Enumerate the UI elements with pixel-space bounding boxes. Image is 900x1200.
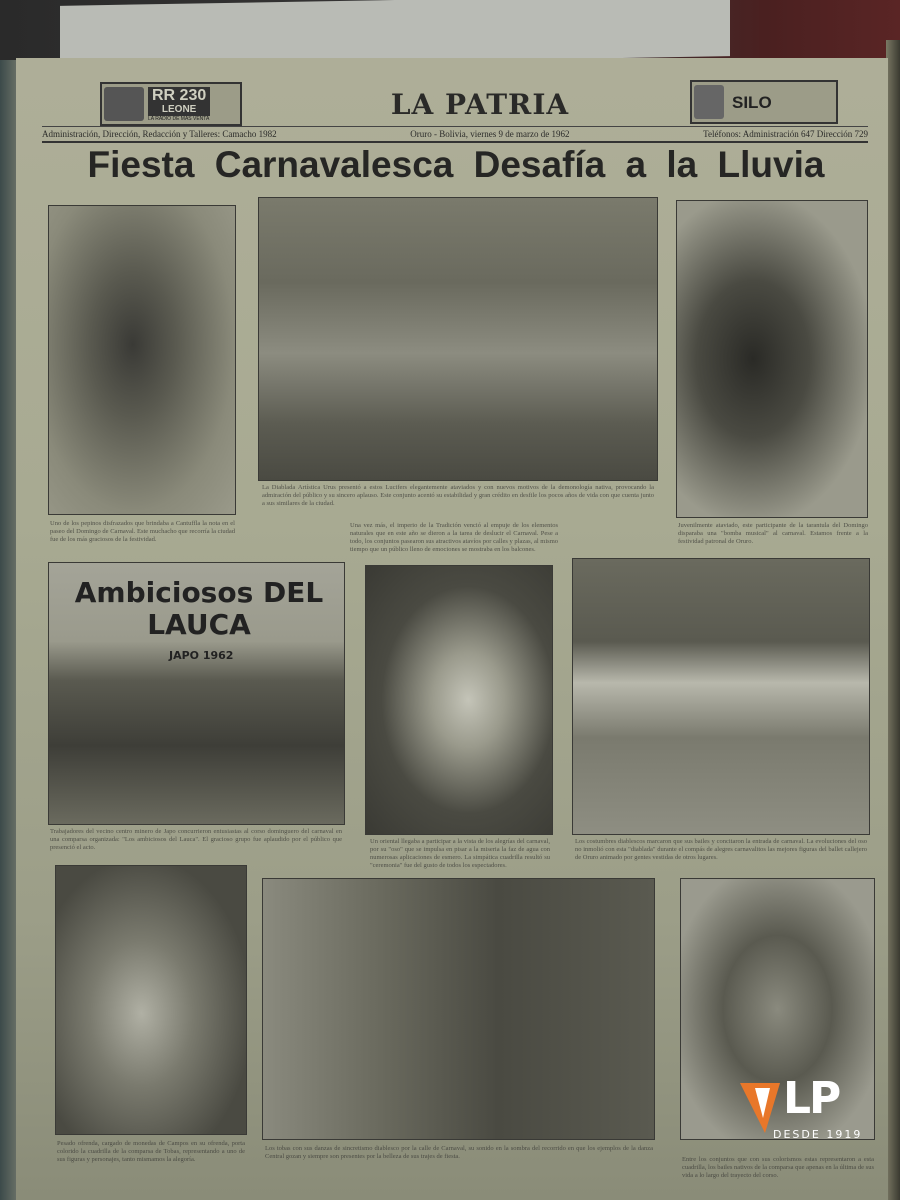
- photo-masked-dancer: [48, 205, 236, 515]
- photo-bear-costume: [365, 565, 553, 835]
- logo-since: DESDE 1919: [773, 1128, 863, 1141]
- caption-8: Los tobas con sus danzas de sincretismo diablesco por la calle de Carnaval, su sonido en la sombra del recorrido en que los ejemplos de la danza Central gozan y siempre son presentes por la belleza de sus trajes de fiesta.: [265, 1145, 653, 1160]
- caption-3: Juvenilmente ataviado, este participante de la tarantula del Domingo disparaba una "bomba musical" al carnaval. Estamos frente a la festividad patronal de Oruro.: [678, 522, 868, 545]
- ad-leone-radio: [100, 82, 242, 126]
- info-date: Oruro - Bolivia, viernes 9 de marzo de 1962: [410, 129, 570, 139]
- info-line: [42, 126, 868, 143]
- la-patria-watermark-logo: [735, 1074, 865, 1144]
- ad-silo: [690, 80, 838, 124]
- ad-model: RR 230: [148, 87, 210, 104]
- caption-1: Uno de los pepinos disfrazados que brindaba a Cantuffla la nota en el paseo del Domingo de Carnaval. Este muchacho que recorría la ciudad fue de los más graciosos de la festividad.: [50, 520, 235, 543]
- page-edge-right: [886, 40, 900, 1200]
- caption-7: Pesado ofrenda, cargado de monedas de Campos en su ofrenda, porta colorido la cuadrilla de la comparsa de Tobas, representando a uno de sus figuras y personajes, tanto mismamos la alegoría.: [57, 1140, 245, 1163]
- ad-silo-brand: SILO: [732, 92, 772, 112]
- caption-4: Trabajadores del vecino centro minero de Japo concurrieron entusiastas al corso dominguero del carnaval en una comparsa organizada: "Los ambiciosos del Lauca". El gracioso grupo fue aplaudido por el público que presenció el acto.: [50, 828, 342, 851]
- ad-tagline: LA RADIO DE MAS VENTA: [148, 115, 210, 122]
- photo-lauca-comparsa: [48, 562, 345, 825]
- photo-diablada-dance: [572, 558, 870, 835]
- photo-ofrenda-dancer: [55, 865, 247, 1135]
- photo-accordion-player: [676, 200, 868, 518]
- banner-ambiciosos-lauca: Ambiciosos DEL LAUCA: [74, 576, 324, 641]
- caption-5: Un oriental llegaba a participar a la vista de los alegrías del carnaval, por su "oso" que se impulsa en pisar a la miseria la faz de agua con numerosas aplicaciones de esmero. La simpática cuadrilla resultó su "ceremonia" fue del gusto de todos los espectadores.: [370, 838, 550, 869]
- caption-2: La Diablada Artística Urus presentó a estos Lucifers elegantemente ataviados y con nuevos motivos de la demonología nativa, provocando la admiración del público y su sincero aplauso. Este conjunto acentó su estabilidad y gran crédito en desfile los pocos años de vida con que cuenta junto a sus similares de la ciudad.: [262, 484, 654, 507]
- logo-letters: LP: [783, 1073, 840, 1124]
- masthead: LA PATRIA: [390, 88, 570, 121]
- stove-icon: [694, 85, 724, 119]
- info-address: Administración, Dirección, Redacción y Talleres: Camacho 1982: [42, 129, 277, 139]
- info-phones: Teléfonos: Administración 647 Dirección 729: [703, 129, 868, 139]
- photo-diablada-dancers: [258, 197, 658, 481]
- ad-brand: LEONE: [148, 104, 210, 116]
- article-text: Una vez más, el imperio de la Tradición venció al empuje de los elementos naturales que en este año se dieron a la tarea de deslucir el Carnaval. Pese a todo, los conjuntos pasearon sus atractivos atavíos por calles y plazas, al mismo tiempo que un público lleno de emociones se mostraba en los balcones.: [350, 522, 558, 553]
- caption-6: Los costumbres diablescos marcaron que sus bailes y concitaron la entrada de carnaval. La evoluciones del oso no inmolió con esta "diablada" durante el compás de alegres carnavalitos las mejores figuras del ballet callejero de Oruro animado por gentes vestidas de otros lugares.: [575, 838, 867, 861]
- radio-icon: [104, 87, 144, 121]
- caption-9: Entre los conjuntos que con sus colorismos estas representaron a esta cuadrilla, los bailes nativos de la comparsa que apenas en la última de sus vida a lo largo del trayecto del corso.: [682, 1156, 874, 1179]
- photo-tobas-procession: [262, 878, 655, 1140]
- headline: Fiesta Carnavalesca Desafía a la Lluvia: [87, 144, 825, 185]
- banner-japo: JAPO 1962: [169, 649, 234, 662]
